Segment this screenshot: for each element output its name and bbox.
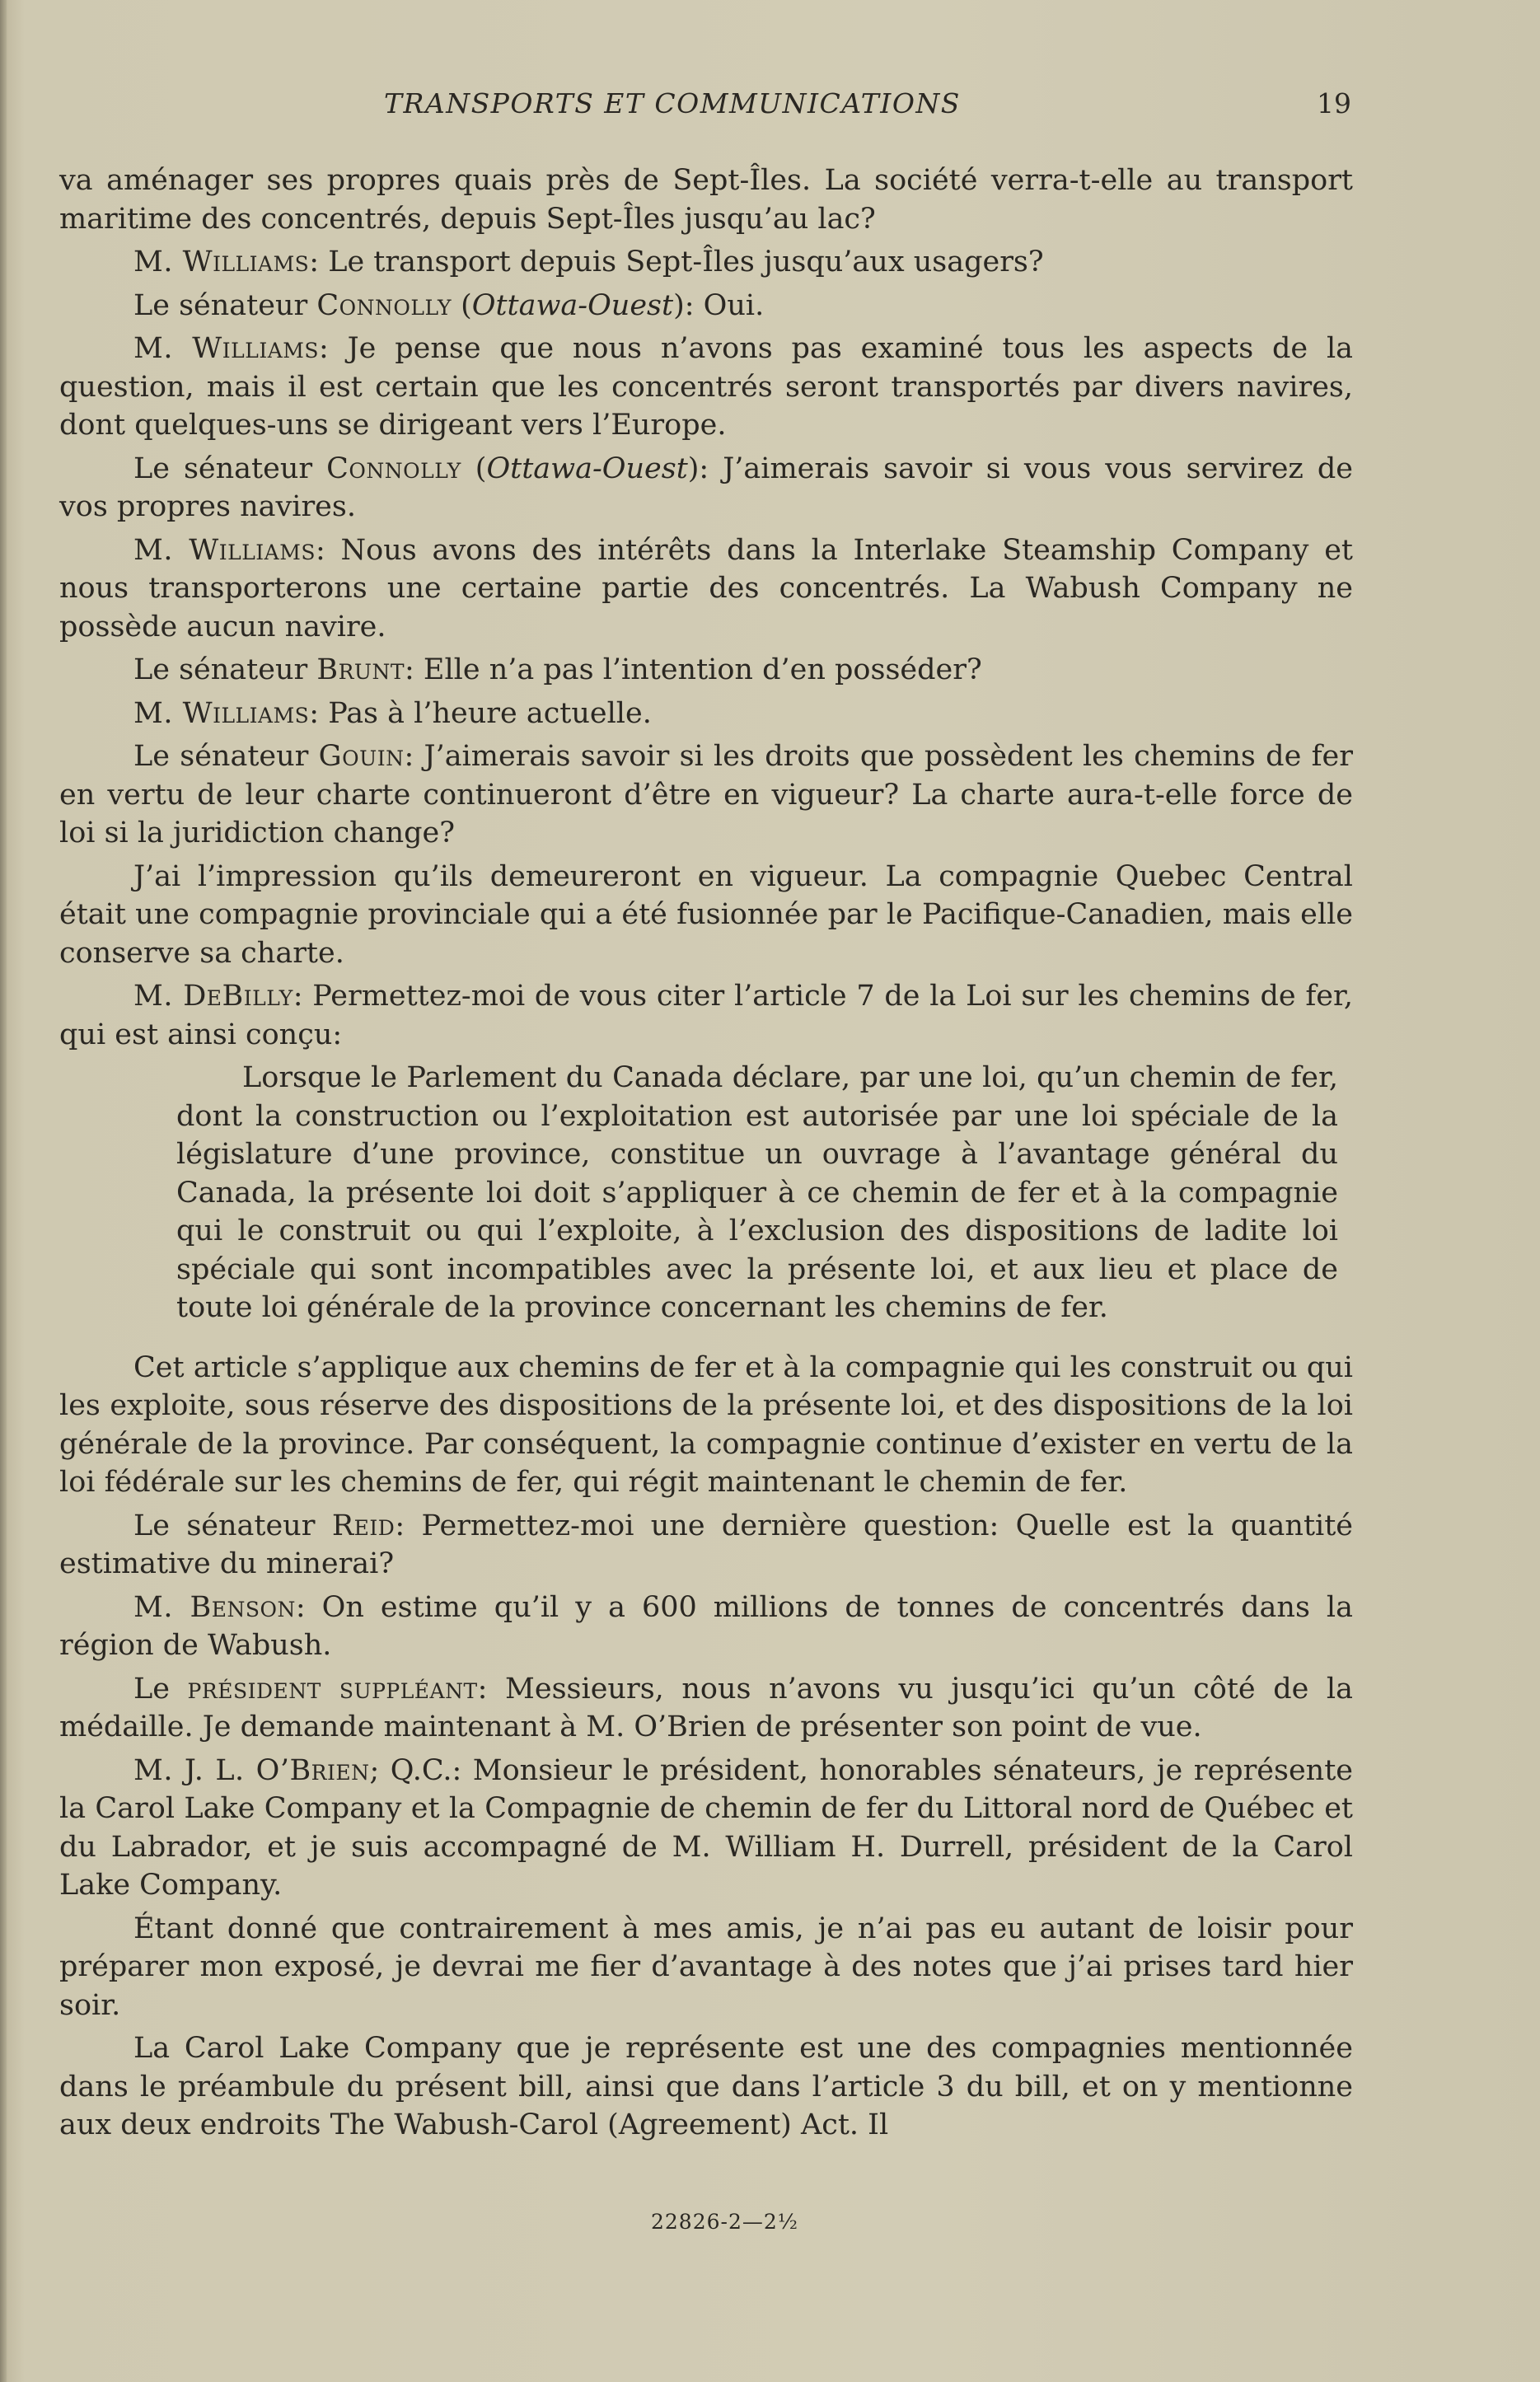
paragraph: Le sénateur Connolly (Ottawa-Ouest): J’aimerais savoir si vous vous servirez de vos propres navires.	[59, 452, 1353, 523]
paragraph-text: va aménager ses propres quais près de Sept-Îles. La société verra-t-elle au transport maritime des concentrés, depuis Sept-Îles jusqu’au lac?	[59, 164, 1353, 236]
paragraph-text: : J’aimerais savoir si vous vous servirez de vos propres navires.	[59, 452, 1353, 523]
running-head: TRANSPORTS ET COMMUNICATIONS	[384, 87, 961, 119]
speaker-name: M. Williams	[133, 533, 316, 567]
paragraph-text: : Permettez-moi une dernière question: Quelle est la quantité estimative du minerai?	[59, 1509, 1354, 1580]
speaker-name: M. Benson	[133, 1590, 296, 1624]
paragraph	[59, 1349, 1353, 1502]
speaker-name: M. Williams	[133, 332, 320, 365]
speaker-name: président suppléant	[187, 1672, 478, 1706]
paragraph	[59, 531, 1353, 647]
paragraph	[59, 1910, 1353, 2025]
speaker-name: Connolly	[326, 452, 461, 485]
speaker-name: M. Williams	[133, 696, 310, 730]
speaker-prefix: Le sénateur	[133, 452, 327, 485]
paragraph	[59, 1670, 1353, 1747]
paragraph-text: : Permettez-moi de vous citer l’article 7 de la Loi sur les chemins de fer, qui est ainsi conçu:	[59, 980, 1353, 1051]
speaker-name: M. DeBilly	[133, 980, 293, 1013]
speaker-name: M. J. L. O’Brien	[133, 1753, 370, 1787]
paragraph	[59, 243, 1353, 282]
speaker-prefix: Le	[133, 1672, 188, 1706]
speaker-name: M. Williams	[133, 246, 310, 278]
paragraph-text: : Le transport depuis Sept-Îles jusqu’aux usagers?	[309, 246, 1044, 278]
paragraph-text: J’ai l’impression qu’ils demeureront en vigueur. La compagnie Quebec Central était une compagnie provinciale qui a été fusionnée par le Pacifique-Canadien, mais elle conserve sa charte.	[59, 859, 1353, 970]
paragraph-text: : On estime qu’il y a 600 millions de tonnes de concentrés dans la région de Wabush.	[59, 1590, 1353, 1662]
paragraph	[59, 1589, 1353, 1665]
speaker-prefix: Le sénateur	[133, 1509, 332, 1542]
page-number: 19	[1317, 87, 1351, 119]
paragraph-text: : Elle n’a pas l’intention d’en posséder?	[405, 653, 982, 686]
paragraph	[59, 737, 1353, 853]
paragraph-text: Étant donné que contrairement à mes amis, je n’ai pas eu autant de loisir pour préparer mon exposé, je devrai me fier d’avantage à des notes que j’ai prises tard hier soir.	[59, 1912, 1353, 2022]
paragraph-text: : Je pense que nous n’avons pas examiné tous les aspects de la question, mais il est certain que les concentrés seront transportés par divers navires, dont quelques-uns se dirigeant vers l’Europe.	[59, 332, 1354, 442]
speaker-prefix: Le sénateur	[133, 288, 317, 322]
page-binding-edge	[0, 0, 7, 2382]
paragraph-text: La Carol Lake Company que je représente est une des compagnies mentionnée dans le préambule du présent bill, ainsi que dans l’article 3 du bill, et on y mentionne aux deux endroits The Wabush-Carol (Agreement) Act. Il	[59, 2032, 1353, 2141]
paragraph-text: Cet article s’applique aux chemins de fer et à la compagnie qui les construit ou qui les exploite, sous réserve des dispositions de la présente loi, et des dispositions de la loi générale de la province. Par conséquent, la compagnie continue d’exister en vertu de la loi fédérale sur les chemins de fer, qui régit maintenant le chemin de fer.	[59, 1350, 1353, 1499]
paragraph-text: ; Q.C.: Monsieur le président, honorables sénateurs, je représente la Carol Lake Company et la Compagnie de chemin de fer du Littoral nord de Québec et du Labrador, et je suis accompagné de M. William H. Durrell, président de la Carol Lake Company.	[59, 1753, 1354, 1902]
speaker-name: Reid	[331, 1509, 396, 1542]
paragraph	[59, 651, 1353, 690]
speaker-name: Brunt	[316, 653, 405, 686]
paragraph-text: : J’aimerais savoir si les droits que possèdent les chemins de fer en vertu de leur charte continueront d’être en vigueur? La charte aura-t-elle force de loi si la juridiction change?	[59, 740, 1353, 849]
speaker-name: Gouin	[318, 740, 405, 773]
block-quote: Lorsque le Parlement du Canada déclare, par une loi, qu’un chemin de fer, dont la construction ou l’exploitation est autorisée par une loi spéciale de la législature d’une province, constitue un ouvrage à l’avantage général du Canada, la présente loi doit s’appliquer à ce chemin de fer et à la compagnie qui le construit ou qui l’exploite, à l’exclusion des dispositions de ladite loi spéciale qui sont incompatibles avec la présente loi, et aux lieu et place de toute loi générale de la province concernant les chemins de fer.	[176, 1061, 1338, 1324]
print-code: 22826-2—2½	[651, 2210, 799, 2234]
speaker-riding: Ottawa-Ouest	[486, 452, 688, 485]
speaker-name: Connolly	[316, 288, 452, 322]
body-text	[59, 161, 1353, 2150]
speaker-riding: Ottawa-Ouest	[471, 288, 674, 322]
speaker-prefix: Le sénateur	[133, 653, 317, 686]
paragraph-text: : Nous avons des intérêts dans la Interlake Steamship Company et nous transporterons une certaine partie des concentrés. La Wabush Company ne possède aucun navire.	[59, 533, 1353, 643]
paragraph	[59, 161, 1353, 238]
paragraph	[59, 2029, 1353, 2145]
paragraph	[59, 1752, 1353, 1905]
paragraph-text: : Messieurs, nous n’avons vu jusqu’ici qu’un côté de la médaille. Je demande maintenant à M. O’Brien de présenter son point de vue.	[59, 1672, 1353, 1743]
paragraph	[59, 330, 1353, 445]
paragraph-text: : Oui.	[684, 288, 765, 322]
paragraph	[59, 977, 1353, 1054]
paragraph	[59, 695, 1353, 733]
paragraph: Le sénateur Connolly (Ottawa-Ouest): Oui.	[133, 288, 765, 322]
paragraph	[59, 1507, 1353, 1584]
paragraph-text: : Pas à l’heure actuelle.	[309, 696, 652, 730]
speaker-prefix: Le sénateur	[133, 740, 319, 773]
paragraph	[59, 858, 1353, 973]
